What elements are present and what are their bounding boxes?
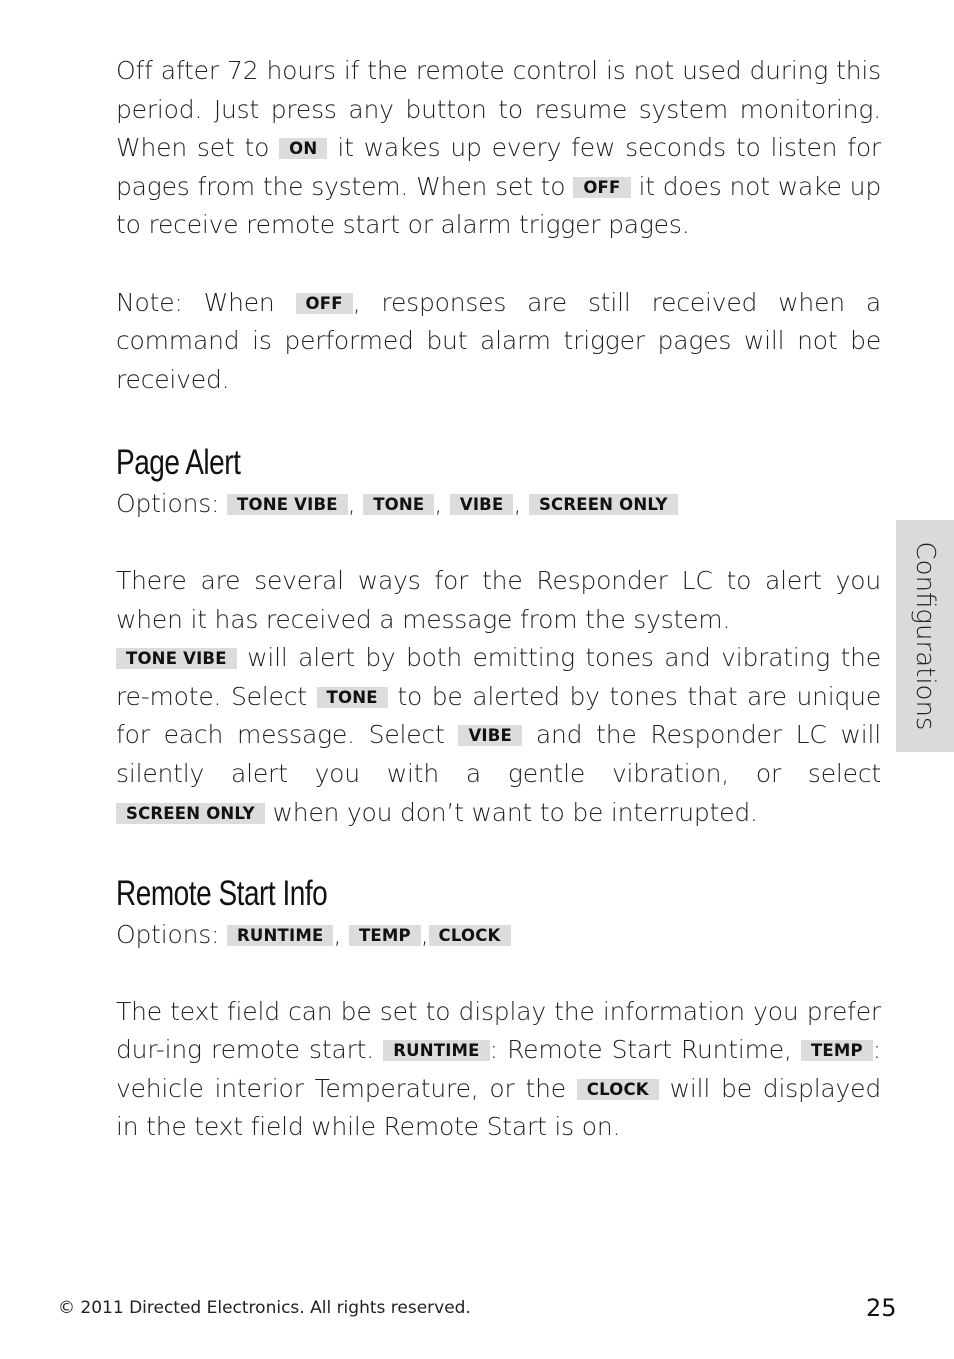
page-alert-paragraph-2 (116, 639, 881, 832)
options-label: Options: (116, 920, 228, 950)
section-heading-page-alert: Page Alert (116, 443, 241, 483)
option-tag: RUNTIME (383, 1040, 489, 1061)
page-alert-paragraph-1: There are several ways for the Responder LC to alert you when it has received a message from the system. (116, 565, 881, 634)
page-content (116, 52, 881, 1147)
remote-start-options (116, 916, 881, 954)
text: will be displayed in the text field while Remote Start is on. (116, 1073, 881, 1142)
side-tab-label: Configurations (910, 541, 940, 731)
option-tag: TONE VIBE (227, 494, 348, 515)
separator: , (420, 920, 429, 950)
option-tag: SCREEN ONLY (116, 803, 265, 824)
text: : Remote Start Runtime, (489, 1035, 801, 1065)
text: when you don’t want to be interrupted. (264, 797, 758, 827)
option-tag: SCREEN ONLY (529, 494, 678, 515)
separator: , (347, 489, 356, 519)
separator: , (333, 920, 342, 950)
options-label: Options: (116, 489, 228, 519)
intro-paragraph (116, 52, 881, 245)
option-tag: RUNTIME (227, 925, 333, 946)
option-tag: VIBE (458, 725, 522, 746)
text: will alert by both emitting tones and vibrating the re-mote. Select (116, 643, 881, 711)
option-tag: TEMP (349, 925, 421, 946)
text: The text field can be set to display the information you prefer dur-ing remote start. (116, 996, 881, 1065)
text: , responses are still received when a command is performed but alarm trigger pages will not be received. (116, 287, 881, 394)
option-tag: TEMP (801, 1040, 873, 1061)
option-tag-off: OFF (573, 177, 630, 198)
section-side-tab (896, 520, 954, 752)
copyright-footer: © 2011 Directed Electronics. All rights reserved. (58, 1298, 471, 1318)
text: it wakes up every few seconds to listen for pages from the system. When set to (116, 133, 881, 201)
page-alert-options (116, 485, 881, 523)
text: Note: When (116, 287, 296, 317)
text: it does not wake up to receive remote start or alarm trigger pages. (116, 171, 881, 240)
separator: , (513, 489, 522, 519)
option-tag: TONE VIBE (116, 648, 237, 669)
text: to be alerted by tones that are unique for each message. Select (116, 681, 881, 750)
text: Off after 72 hours if the remote control is not used during this period. Just press any button to resume system monitoring. When set to (116, 56, 881, 163)
remote-start-paragraph (116, 993, 881, 1147)
text: : vehicle interior Temperature, or the (116, 1035, 882, 1103)
option-tag: CLOCK (429, 925, 511, 946)
section-heading-remote-start-info: Remote Start Info (116, 874, 328, 914)
separator: , (434, 489, 443, 519)
page-number: 25 (866, 1294, 897, 1322)
option-tag: CLOCK (577, 1079, 659, 1100)
note-paragraph (116, 284, 881, 400)
text: and the Responder LC will silently alert you with a gentle vibration, or select (116, 720, 881, 788)
option-tag: TONE (363, 494, 434, 515)
option-tag-off: OFF (296, 293, 353, 314)
option-tag-on: ON (279, 138, 327, 159)
option-tag: VIBE (450, 494, 514, 515)
option-tag: TONE (317, 687, 388, 708)
